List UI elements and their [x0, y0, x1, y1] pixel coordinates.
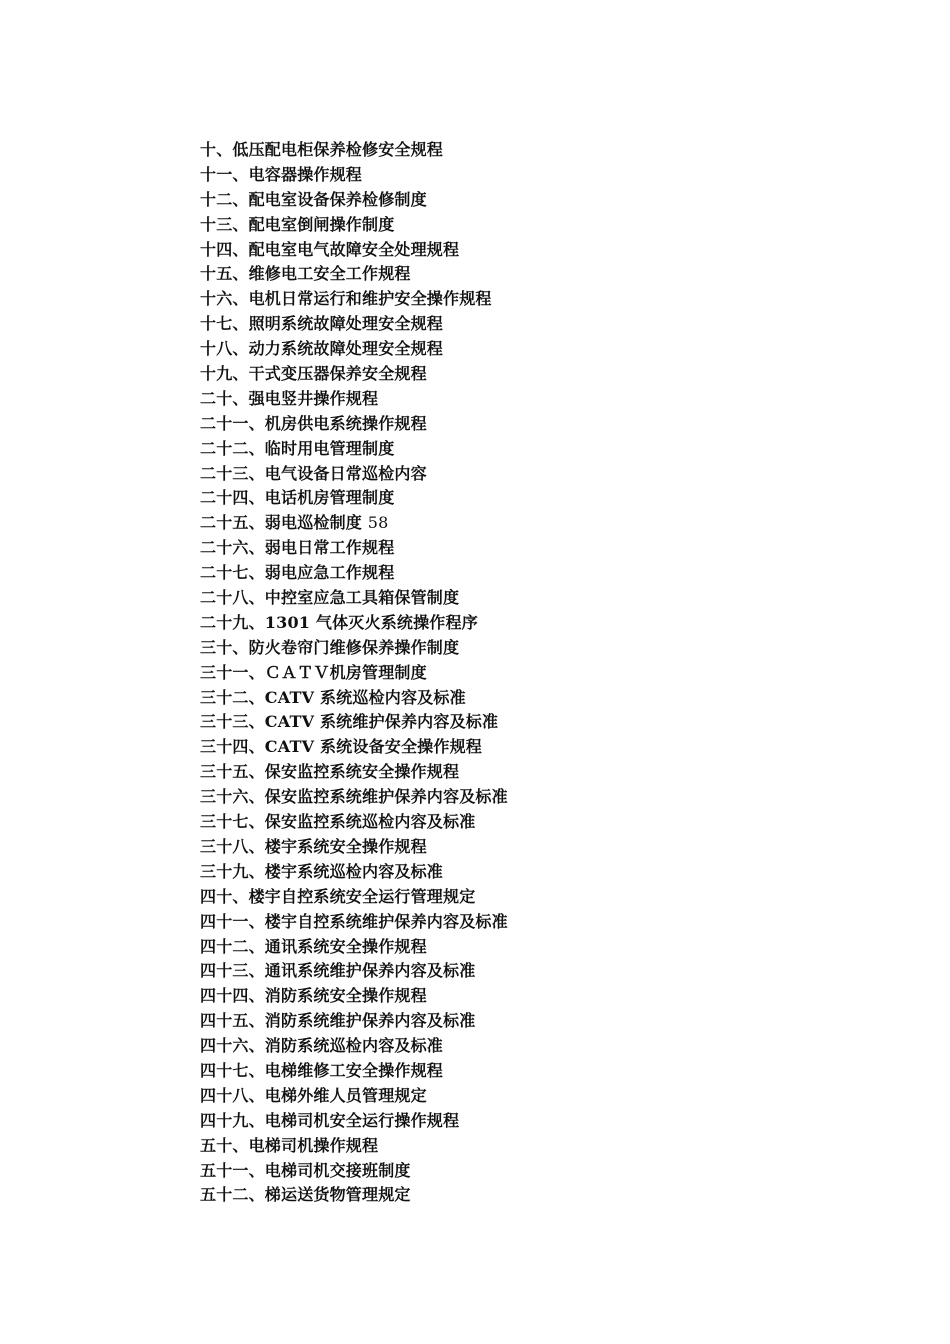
toc-item-title: 十三、配电室倒闸操作制度 [200, 214, 395, 234]
toc-item-title: 四十、楼宇自控系统安全运行管理规定 [200, 886, 476, 906]
toc-item-title: 二十四、电话机房管理制度 [200, 488, 395, 508]
toc-item-title: 五十二、梯运送货物管理规定 [200, 1185, 411, 1205]
toc-item [200, 511, 508, 536]
toc-item-title: 十四、配电室电气故障安全处理规程 [200, 239, 460, 259]
toc-item [200, 312, 508, 337]
toc-item [200, 238, 508, 263]
toc-item [200, 984, 508, 1009]
toc-item [200, 362, 508, 387]
toc-item [200, 661, 508, 686]
toc-item [200, 636, 508, 661]
toc-item [200, 935, 508, 960]
toc-item [200, 1034, 508, 1059]
toc-item [200, 213, 508, 238]
toc-item-page-number: 58 [367, 513, 389, 533]
toc-item [200, 1183, 508, 1208]
toc-item-title: 四十六、消防系统巡检内容及标准 [200, 1036, 444, 1056]
table-of-contents [200, 138, 508, 1208]
toc-item-title: 三十四、CATV 系统设备安全操作规程 [200, 737, 482, 757]
toc-item [200, 1059, 508, 1084]
toc-item-title: 二十一、机房供电系统操作规程 [200, 413, 427, 433]
toc-item-title: 三十五、保安监控系统安全操作规程 [200, 762, 460, 782]
toc-item-title: 五十一、电梯司机交接班制度 [200, 1160, 411, 1180]
toc-item-title: 三十八、楼宇系统安全操作规程 [200, 836, 427, 856]
toc-item [200, 138, 508, 163]
toc-item [200, 1159, 508, 1184]
toc-item-title: 十七、照明系统故障处理安全规程 [200, 314, 444, 334]
toc-item [200, 835, 508, 860]
toc-item [200, 810, 508, 835]
toc-item-title: 四十一、楼宇自控系统维护保养内容及标准 [200, 911, 508, 931]
toc-item [200, 586, 508, 611]
toc-item [200, 686, 508, 711]
toc-item [200, 710, 508, 735]
toc-item [200, 287, 508, 312]
toc-item-title: 二十八、中控室应急工具箱保管制度 [200, 588, 460, 608]
toc-item [200, 462, 508, 487]
toc-item [200, 860, 508, 885]
toc-item-title: 二十三、电气设备日常巡检内容 [200, 463, 427, 483]
toc-item-title: 四十五、消防系统维护保养内容及标准 [200, 1011, 476, 1031]
toc-item [200, 486, 508, 511]
toc-item [200, 1009, 508, 1034]
toc-item [200, 437, 508, 462]
toc-item [200, 163, 508, 188]
toc-item-title: 三十、防火卷帘门维修保养操作制度 [200, 637, 460, 657]
toc-item [200, 910, 508, 935]
toc-item-title: 三十六、保安监控系统维护保养内容及标准 [200, 787, 508, 807]
toc-item-title: 四十二、通讯系统安全操作规程 [200, 936, 427, 956]
toc-item-title: 四十三、通讯系统维护保养内容及标准 [200, 961, 476, 981]
toc-item-title: 二十七、弱电应急工作规程 [200, 563, 395, 583]
toc-item-title: 十二、配电室设备保养检修制度 [200, 189, 427, 209]
toc-item [200, 735, 508, 760]
toc-item [200, 785, 508, 810]
toc-item [200, 412, 508, 437]
toc-item-title: 十八、动力系统故障处理安全规程 [200, 339, 444, 359]
toc-item [200, 1084, 508, 1109]
toc-item-title: 三十三、CATV 系统维护保养内容及标准 [200, 712, 499, 732]
toc-item-title: 四十九、电梯司机安全运行操作规程 [200, 1110, 460, 1130]
toc-item-title: 五十、电梯司机操作规程 [200, 1135, 379, 1155]
toc-item-title: 二十、强电竖井操作规程 [200, 388, 379, 408]
toc-item [200, 1134, 508, 1159]
toc-item-title: 十五、维修电工安全工作规程 [200, 264, 411, 284]
toc-item [200, 337, 508, 362]
toc-item [200, 1109, 508, 1134]
toc-item-title: 三十七、保安监控系统巡检内容及标准 [200, 812, 476, 832]
toc-item [200, 188, 508, 213]
toc-item-title: 二十二、临时用电管理制度 [200, 438, 395, 458]
toc-item [200, 262, 508, 287]
toc-item-title: 二十六、弱电日常工作规程 [200, 538, 395, 558]
toc-item-title: 二十九、1301 气体灭火系统操作程序 [200, 612, 478, 632]
toc-item-title: 三十九、楼宇系统巡检内容及标准 [200, 861, 444, 881]
toc-item-title: 四十四、消防系统安全操作规程 [200, 986, 427, 1006]
toc-item-title: 三十二、CATV 系统巡检内容及标准 [200, 687, 466, 707]
toc-item-title: 十一、电容器操作规程 [200, 164, 363, 184]
toc-item-title: 三十一、ＣＡＴＶ机房管理制度 [200, 662, 427, 682]
toc-item [200, 885, 508, 910]
toc-item-title: 十、低压配电柜保养检修安全规程 [200, 140, 444, 159]
toc-item [200, 959, 508, 984]
toc-item [200, 387, 508, 412]
toc-item [200, 561, 508, 586]
toc-item [200, 760, 508, 785]
toc-item-title: 十六、电机日常运行和维护安全操作规程 [200, 289, 492, 309]
toc-item-title: 十九、干式变压器保养安全规程 [200, 364, 427, 384]
toc-item-title: 四十八、电梯外维人员管理规定 [200, 1085, 427, 1105]
toc-item-title: 二十五、弱电巡检制度 [200, 513, 363, 533]
toc-item [200, 611, 508, 636]
toc-item [200, 536, 508, 561]
toc-item-title: 四十七、电梯维修工安全操作规程 [200, 1060, 444, 1080]
